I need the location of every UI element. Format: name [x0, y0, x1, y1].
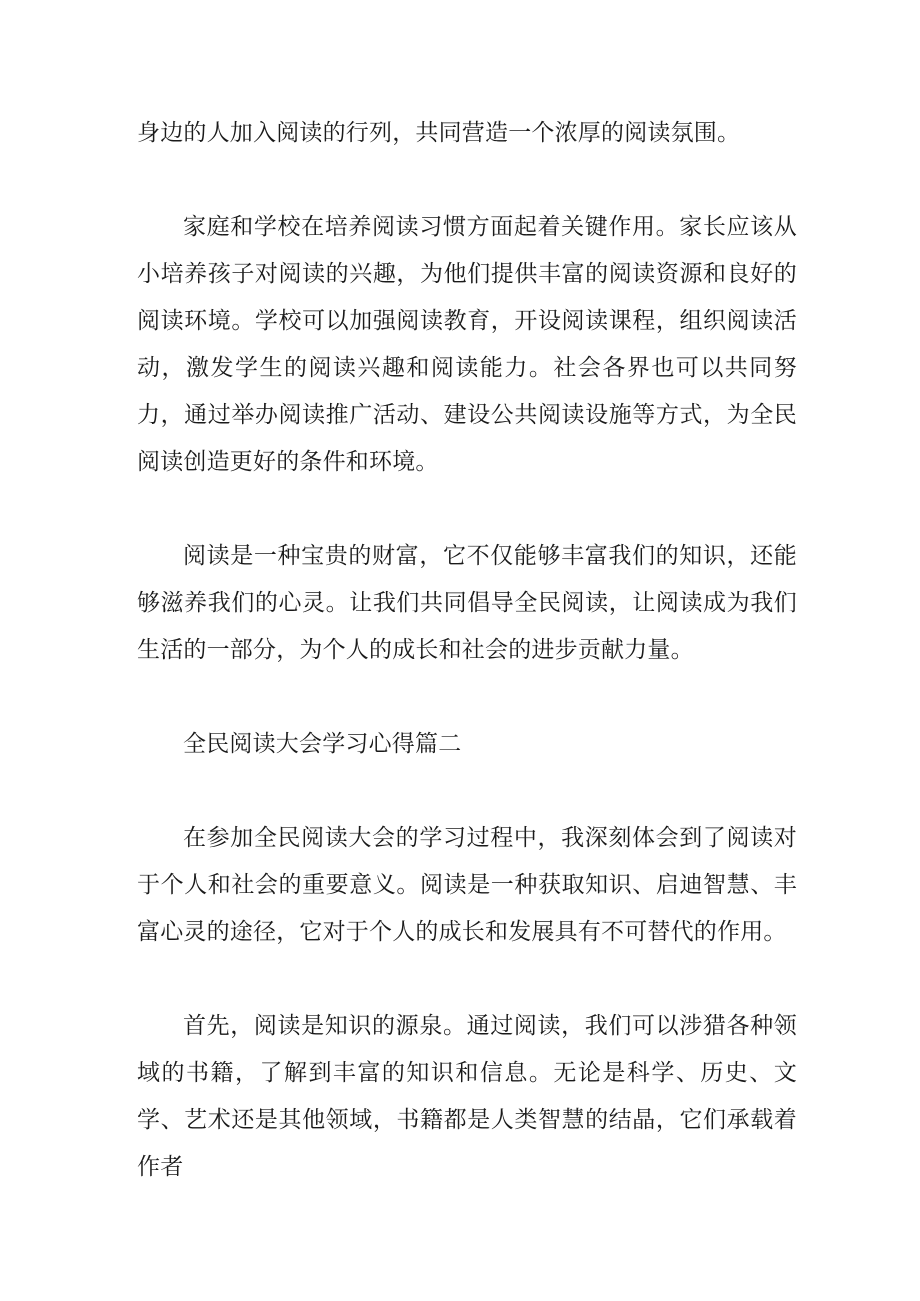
paragraph-knowledge-source: 首先，阅读是知识的源泉。通过阅读，我们可以涉猎各种领域的书籍，了解到丰富的知识和信息。无论是科学、历史、文学、艺术还是其他领域，书籍都是人类智慧的结晶，它们承载着作者 — [137, 1013, 797, 1180]
paragraph-reading-wealth: 阅读是一种宝贵的财富，它不仅能够丰富我们的知识，还能够滋养我们的心灵。让我们共同倡导全民阅读，让阅读成为我们生活的一部分，为个人的成长和社会的进步贡献力量。 — [137, 543, 797, 663]
paragraph-significance: 在参加全民阅读大会的学习过程中，我深刻体会到了阅读对于个人和社会的重要意义。阅读是一种获取知识、启迪智慧、丰富心灵的途径，它对于个人的成长和发展具有不可替代的作用。 — [137, 825, 797, 945]
paragraph-continuation: 身边的人加入阅读的行列，共同营造一个浓厚的阅读氛围。 — [137, 120, 741, 146]
paragraph-family-school: 家庭和学校在培养阅读习惯方面起着关键作用。家长应该从小培养孩子对阅读的兴趣，为他们提供丰富的阅读资源和良好的阅读环境。学校可以加强阅读教育，开设阅读课程，组织阅读活动，激发学生的阅读兴趣和阅读能力。社会各界也可以共同努力，通过举办阅读推广活动、建设公共阅读设施等方式，为全民阅读创造更好的条件和环境。 — [137, 214, 797, 475]
section-heading: 全民阅读大会学习心得篇二 — [183, 731, 462, 757]
